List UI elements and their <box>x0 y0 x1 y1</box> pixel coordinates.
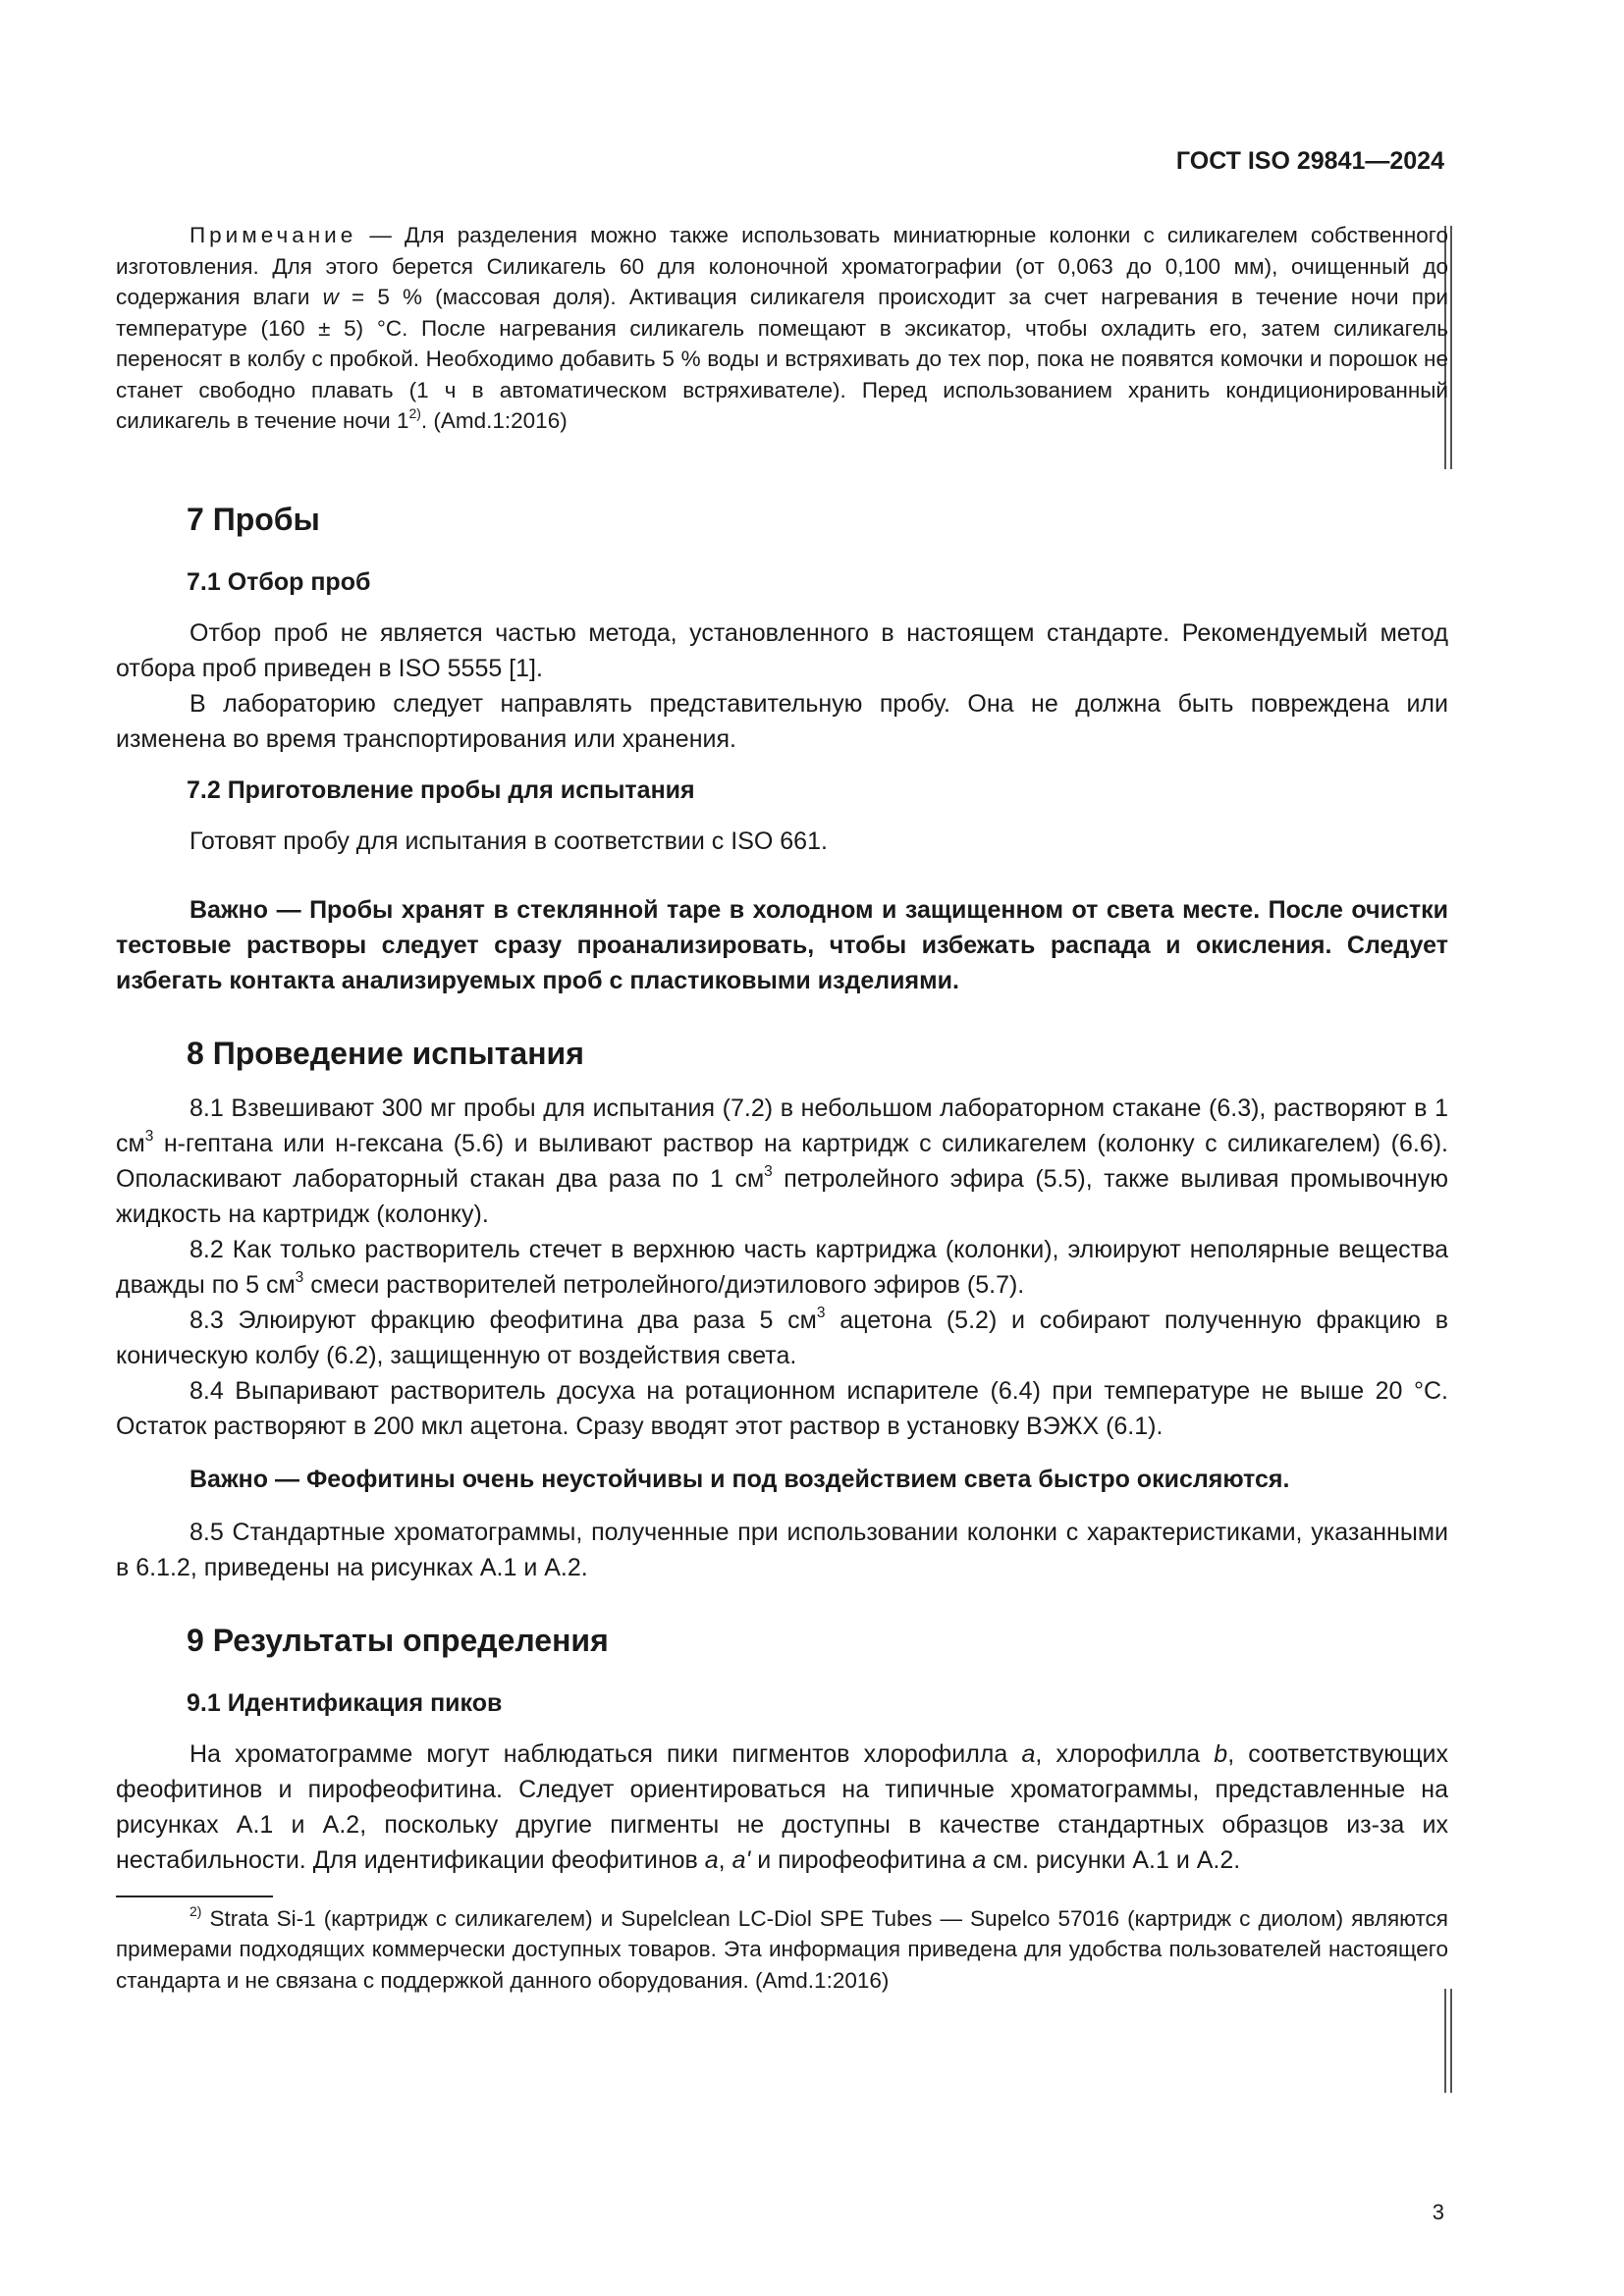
paragraph-7-2-1: Готовят пробу для испытания в соответствии с ISO 661. <box>189 827 828 855</box>
change-bar-note-2 <box>1450 226 1452 469</box>
section-8-title: 8 Проведение испытания <box>187 1035 584 1071</box>
footnote-2: $^{2)}$ Strata Si-1 (картридж с силикагелем) и Supelclean LC-Diol SPE Tubes — Supelco 57016 (картридж с диолом) являются примерами подходящих коммерчески доступных товаров. Эта информация приведена для удобства пользователей настоящего стандарта и не связана с поддержкой данного оборудования. (Amd.1:2016) <box>116 1902 1448 1993</box>
section-9-title: 9 Результаты определения <box>187 1622 609 1658</box>
paragraph-7-1-2: В лабораторию следует направлять представительную пробу. Она не должна быть повреждена или изменена во время транспортирования или хранения. <box>116 689 1448 753</box>
important-note-8: Важно — Феофитины очень неустойчивы и под воздействием света быстро окисляются. <box>189 1465 1290 1493</box>
paragraph-8-4: 8.4 Выпаривают растворитель досуха на ротационном испарителе (6.4) при температуре не выше 20 °С. Остаток растворяют в 200 мкл ацетона. Сразу вводят этот раствор в установку ВЭЖХ (6.1). <box>116 1376 1448 1440</box>
note-block <box>116 220 1448 437</box>
paragraph-7-1-1: Отбор проб не является частью метода, установленного в настоящем стандарте. Рекомендуемый метод отбора проб приведен в ISO 5555 [1]. <box>116 618 1448 682</box>
content <box>116 220 1448 1996</box>
section-7-2-title: 7.2 Приготовление пробы для испытания <box>187 775 695 804</box>
paragraph-8-2: 8.2 Как только растворитель стечет в верхнюю часть картриджа (колонки), элюируют неполярные вещества дважды по 5 $см^3$ смеси растворителей петролейного/диэтилового эфиров (5.7). <box>116 1235 1448 1299</box>
note-label: Примечание <box>189 223 357 247</box>
section-7-title: 7 Пробы <box>187 501 320 537</box>
page-number: 3 <box>1432 2200 1444 2224</box>
paragraph-8-5: 8.5 Стандартные хроматограммы, полученные при использовании колонки с характеристиками, указанными в 6.1.2, приведены на рисунках А.1 и А.2. <box>116 1518 1448 1581</box>
note-paragraph: Примечание — Для разделения можно также использовать миниатюрные колонки с силикагелем собственного изготовления. Для этого берется Силикагель 60 для колоночной хроматографии (от 0,063 до 0,100 мм), очищенный до содержания влаги w = 5 % (массовая доля). Активация силикагеля происходит за счет нагревания в течение ночи при температуре (160 ± 5) °С. После нагревания силикагель помещают в эксикатор, чтобы охладить его, затем силикагель переносят в колбу с пробкой. Необходимо добавить 5 % воды и встряхивать до тех пор, пока не появятся комочки и порошок не станет свободно плавать (1 ч в автоматическом встряхивателе). Перед использованием хранить кондиционированный силикагель в течение ночи 1$^{2)}$. (Amd.1:2016) <box>116 223 1449 433</box>
section-9-1-title: 9.1 Идентификация пиков <box>187 1688 503 1717</box>
footnote-block <box>116 1896 1448 1997</box>
footnote-separator <box>116 1896 273 1897</box>
paragraph-8-3: 8.3 Элюируют фракцию феофитина два раза 5 $см^3$ ацетона (5.2) и собирают полученную фракцию в коническую колбу (6.2), защищенную от воздействия света. <box>116 1304 1448 1369</box>
change-bar-footnote-2 <box>1450 1989 1452 2093</box>
change-bar-footnote <box>1444 1989 1446 2093</box>
section-7-1-title: 7.1 Отбор проб <box>187 567 371 596</box>
important-note-7: Важно — Пробы хранят в стеклянной таре в холодном и защищенном от света месте. После очистки тестовые растворы следует сразу проанализировать, чтобы избежать распада и окисления. Следует избегать контакта анализируемых проб с пластиковыми изделиями. <box>116 895 1448 994</box>
document-id: ГОСТ ISO 29841—2024 <box>1175 147 1444 175</box>
paragraph-8-1: 8.1 Взвешивают 300 мг пробы для испытания (7.2) в небольшом лабораторном стакане (6.3), растворяют в 1 $см^3$ н-гептана или н-гексана (5.6) и выливают раствор на картридж с силикагелем (колонку с силикагелем) (6.6). Ополаскивают лабораторный стакан два раза по 1 $см^3$ петролейного эфира (5.5), также выливая промывочную жидкость на картридж (колонку). <box>116 1094 1448 1228</box>
paragraph-9-1: На хроматограмме могут наблюдаться пики пигментов хлорофилла a, хлорофилла b, соответствующих феофитинов и пирофеофитина. Следует ориентироваться на типичные хроматограммы, представленные на рисунках А.1 и А.2, поскольку другие пигменты не доступны в качестве стандартных образцов из-за их нестабильности. Для идентификации феофитинов a, a' и пирофеофитина a см. рисунки А.1 и А.2. <box>116 1739 1448 1874</box>
